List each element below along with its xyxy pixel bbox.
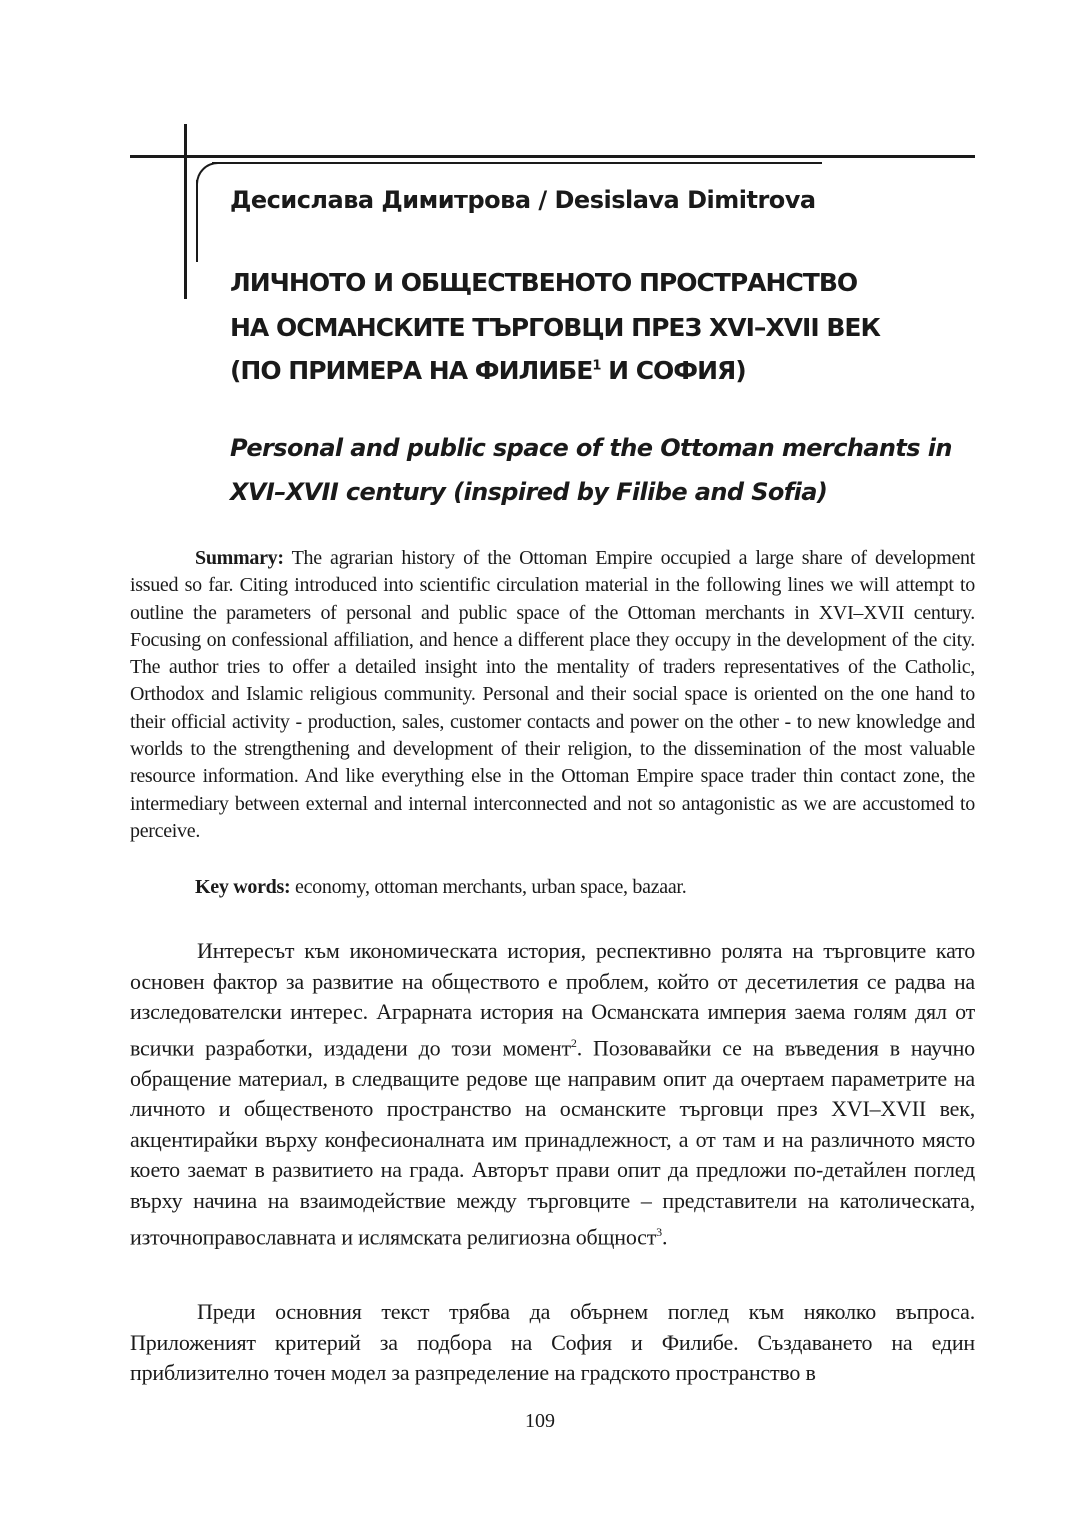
keywords-label: Key words:	[195, 876, 291, 898]
keywords-paragraph	[130, 874, 975, 901]
title-en-line-2: XVI–XVII century (inspired by Filibe and Sofia)	[230, 478, 828, 506]
author-name: Десислава Димитрова / Desislava Dimitrova	[230, 186, 816, 214]
title-bg-line-3-start: (ПО ПРИМЕРА НА ФИЛИБЕ	[230, 356, 593, 385]
header-rule-inner-horizontal	[212, 162, 822, 164]
footnote-ref-1: 1	[592, 358, 601, 374]
body-p1-text-c: .	[661, 1224, 668, 1249]
body-p1-text-b: . Позовавайки се на въведения в научно обращение материал, в следващите редове ще направим опит да очертаем параметрите на личното и общественото пространство на османските търговци през XVI–XVII век, акцентирайки върху конфесионалната им принадлежност, а от там и на различното място което заемат в развитието на града. Авторът прави опит да предложи по-детайлен поглед върху начина на взаимодействие между търговците – представители на католическата, източноправославната и ислямската религиозна общност	[130, 1035, 975, 1249]
title-en-line-1: Personal and public space of the Ottoman merchants in	[230, 434, 952, 462]
title-bg-line-3	[230, 356, 746, 385]
footnote-ref-2: 2	[570, 1035, 577, 1050]
summary-label: Summary:	[195, 547, 284, 569]
title-bg-line-1: ЛИЧНОТО И ОБЩЕСТВЕНОТО ПРОСТРАНСТВО	[230, 268, 858, 297]
keywords-text: economy, ottoman merchants, urban space, bazaar.	[290, 876, 687, 898]
body-paragraph-1	[130, 936, 975, 1253]
title-bg-line-3-end: И СОФИЯ)	[600, 356, 746, 385]
header-rule-horizontal	[130, 155, 975, 158]
body-p1-text-a: Интересът към икономическата история, респективно ролята на търговците като основен фактор за развитие на обществото е проблем, който от десетилетия се радва на изследователски интерес. Аграрната история на Османската империя заема голям дял от всички разработки, издадени до този момент	[130, 938, 975, 1061]
page-number: 109	[525, 1410, 555, 1432]
summary-paragraph	[130, 545, 975, 845]
header-rule-inner-vertical	[196, 180, 198, 262]
header-rule-corner	[196, 162, 220, 186]
summary-text: The agrarian history of the Ottoman Empire occupied a large share of development issued so far. Citing introduced into scientific circulation material in the following lines we will attempt to outline the parameters of personal and public space of the Ottoman merchants in XVI–XVII century. Focusing on confessional affiliation, and hence a different place they occupy in the development of the city. The author tries to offer a detailed insight into the mentality of traders representatives of the Catholic, Orthodox and Islamic religious community. Personal and their social space is oriented on the one hand to their official activity - production, sales, customer contacts and power on the other - to new knowledge and worlds to the strengthening and development of their religion, to the dissemination of the most valuable resource information. And like everything else in the Ottoman Empire space trader thin contact zone, the intermediary between external and internal interconnected and not so antagonistic as we are accustomed to perceive.	[130, 547, 975, 842]
title-bg-line-2: НА ОСМАНСКИТЕ ТЪРГОВЦИ ПРЕЗ XVI–XVII ВЕК	[230, 313, 880, 342]
header-rule-vertical	[184, 124, 187, 299]
body-paragraph-2: Преди основния текст трябва да обърнем поглед към няколко въпроса. Приложеният критерий за подбора на София и Филибе. Създаването на един приблизително точен модел за разпределение на градското пространство в	[130, 1299, 975, 1386]
footnote-ref-3: 3	[656, 1224, 662, 1239]
